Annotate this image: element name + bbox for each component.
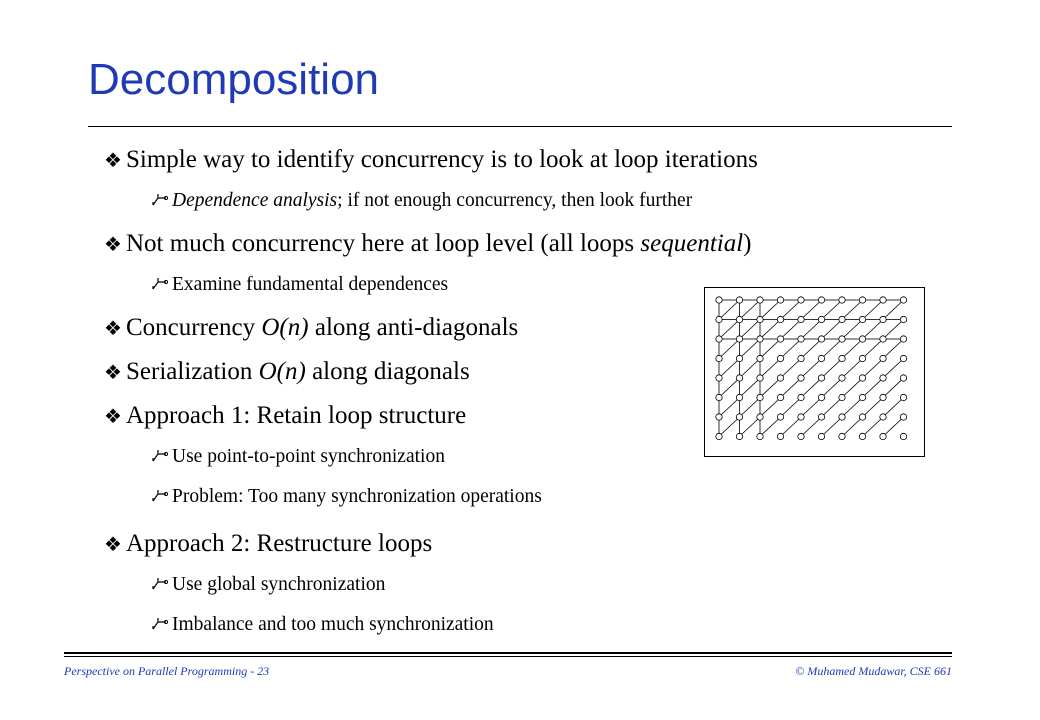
grid-node <box>716 336 722 342</box>
grid-node <box>880 316 886 322</box>
grid-node <box>880 433 886 439</box>
bullet-text: O(n) <box>258 358 306 385</box>
anti-diagonal-edge <box>865 341 881 356</box>
grid-node <box>757 355 763 361</box>
grid-node <box>757 375 763 381</box>
grid-node <box>839 336 845 342</box>
grid-node <box>777 336 783 342</box>
anti-diagonal-edge <box>783 302 799 317</box>
grid-node <box>757 316 763 322</box>
grid-node <box>880 336 886 342</box>
bullet-text: ) <box>743 230 752 257</box>
grid-node <box>798 316 804 322</box>
grid-node <box>880 355 886 361</box>
anti-diagonal-edge <box>865 419 881 434</box>
anti-diagonal-edge <box>803 380 819 395</box>
sub-bullet-item <box>152 486 542 508</box>
anti-diagonal-edge <box>762 400 778 415</box>
footer-divider-thin <box>64 656 952 657</box>
anti-diagonal-edge <box>824 322 840 337</box>
grid-node <box>798 394 804 400</box>
grid-node <box>757 394 763 400</box>
grid-node <box>900 414 906 420</box>
grid-node <box>716 297 722 303</box>
grid-node <box>818 433 824 439</box>
anti-diagonal-edge <box>783 361 799 376</box>
grid-node <box>818 336 824 342</box>
title-divider <box>88 126 952 127</box>
anti-diagonal-edge <box>721 361 737 376</box>
grid-node <box>798 336 804 342</box>
bullet-item <box>104 230 752 258</box>
anti-diagonal-edge <box>885 400 901 415</box>
sub-bullet-icon <box>152 274 172 296</box>
anti-diagonal-edge <box>824 380 840 395</box>
anti-diagonal-edge <box>803 400 819 415</box>
anti-diagonal-edge <box>783 341 799 356</box>
grid-node <box>798 433 804 439</box>
grid-node <box>900 433 906 439</box>
grid-node <box>859 414 865 420</box>
grid-node <box>777 414 783 420</box>
anti-diagonal-edge <box>742 400 758 415</box>
grid-node <box>757 414 763 420</box>
grid-node <box>777 316 783 322</box>
anti-diagonal-edge <box>783 322 799 337</box>
grid-node <box>716 414 722 420</box>
bullet-text: Imbalance and too much synchronization <box>172 614 494 635</box>
dependence-grid-diagram <box>704 287 925 457</box>
grid-node <box>777 375 783 381</box>
grid-node <box>818 316 824 322</box>
sub-bullet-item <box>152 190 692 212</box>
grid-node <box>859 297 865 303</box>
sub-bullet-item <box>152 614 494 636</box>
anti-diagonal-edge <box>885 322 901 337</box>
bullet-text: Simple way to identify concurrency is to look at loop iterations <box>126 146 758 173</box>
anti-diagonal-edge <box>803 361 819 376</box>
bullet-text: sequential <box>640 230 744 257</box>
anti-diagonal-edge <box>742 322 758 337</box>
grid-node <box>798 297 804 303</box>
grid-node <box>757 297 763 303</box>
grid-node <box>736 316 742 322</box>
grid-node <box>798 414 804 420</box>
bullet-text: ; if not enough concurrency, then look further <box>337 190 693 211</box>
bullet-text: along anti-diagonals <box>308 314 519 341</box>
grid-node <box>777 297 783 303</box>
bullet-item <box>104 314 518 342</box>
grid-node <box>777 433 783 439</box>
anti-diagonal-edge <box>803 322 819 337</box>
grid-node <box>900 355 906 361</box>
anti-diagonal-edge <box>885 302 901 317</box>
grid-node <box>839 414 845 420</box>
anti-diagonal-edge <box>824 400 840 415</box>
grid-node <box>839 355 845 361</box>
anti-diagonal-edge <box>824 419 840 434</box>
sub-bullet-icon <box>152 486 172 508</box>
anti-diagonal-edge <box>721 419 737 434</box>
grid-node <box>859 375 865 381</box>
anti-diagonal-edge <box>803 341 819 356</box>
grid-node <box>880 297 886 303</box>
sub-bullet-item <box>152 574 385 596</box>
sub-bullet-item <box>152 446 445 468</box>
slide-title: Decomposition <box>88 55 380 104</box>
grid-node <box>757 336 763 342</box>
anti-diagonal-edge <box>865 302 881 317</box>
anti-diagonal-edge <box>885 419 901 434</box>
anti-diagonal-edge <box>844 341 860 356</box>
anti-diagonal-edge <box>762 361 778 376</box>
grid-node <box>777 394 783 400</box>
anti-diagonal-edge <box>865 361 881 376</box>
grid-node <box>757 433 763 439</box>
anti-diagonal-edge <box>824 302 840 317</box>
bullet-text: O(n) <box>261 314 309 341</box>
sub-bullet-item <box>152 274 448 296</box>
anti-diagonal-edge <box>865 400 881 415</box>
grid-node <box>818 414 824 420</box>
anti-diagonal-edge <box>721 302 737 317</box>
anti-diagonal-edge <box>865 322 881 337</box>
diamond-bullet-icon: ❖ <box>104 362 122 384</box>
grid-node <box>716 375 722 381</box>
anti-diagonal-edge <box>721 322 737 337</box>
bullet-text: Use global synchronization <box>172 574 386 595</box>
grid-node <box>900 375 906 381</box>
grid-node <box>818 375 824 381</box>
diamond-bullet-icon: ❖ <box>104 406 122 428</box>
grid-node <box>859 336 865 342</box>
anti-diagonal-edge <box>742 341 758 356</box>
footer-divider <box>64 652 952 654</box>
grid-node <box>736 375 742 381</box>
grid-node <box>736 394 742 400</box>
grid-node <box>859 433 865 439</box>
bullet-text: Approach 2: Restructure loops <box>126 530 433 557</box>
anti-diagonal-edge <box>824 361 840 376</box>
anti-diagonal-edge <box>721 400 737 415</box>
bullet-text: Examine fundamental dependences <box>172 274 449 295</box>
bullet-text: along diagonals <box>305 358 470 385</box>
anti-diagonal-edge <box>742 302 758 317</box>
bullet-text: Not much concurrency here at loop level (all loops <box>126 230 641 257</box>
sub-bullet-icon <box>152 614 172 636</box>
anti-diagonal-edge <box>844 361 860 376</box>
bullet-text: Serialization <box>126 358 259 385</box>
bullet-item <box>104 530 432 558</box>
grid-node <box>880 375 886 381</box>
anti-diagonal-edge <box>865 380 881 395</box>
bullet-text: Problem: Too many synchronization operations <box>172 486 542 507</box>
grid-node <box>818 394 824 400</box>
bullet-text: Dependence analysis <box>172 190 338 211</box>
grid-node <box>818 297 824 303</box>
bullet-item <box>104 146 758 174</box>
grid-node <box>859 316 865 322</box>
anti-diagonal-edge <box>762 302 778 317</box>
anti-diagonal-edge <box>844 400 860 415</box>
sub-bullet-icon <box>152 574 172 596</box>
anti-diagonal-edge <box>783 380 799 395</box>
anti-diagonal-edge <box>885 380 901 395</box>
anti-diagonal-edge <box>762 341 778 356</box>
grid-node <box>839 297 845 303</box>
anti-diagonal-edge <box>721 341 737 356</box>
diamond-bullet-icon: ❖ <box>104 150 122 172</box>
anti-diagonal-edge <box>742 380 758 395</box>
anti-diagonal-edge <box>783 400 799 415</box>
grid-node <box>880 394 886 400</box>
grid-node <box>736 414 742 420</box>
grid-node <box>736 336 742 342</box>
anti-diagonal-edge <box>824 341 840 356</box>
anti-diagonal-edge <box>803 419 819 434</box>
bullet-text: Concurrency <box>126 314 262 341</box>
grid-node <box>716 316 722 322</box>
anti-diagonal-edge <box>783 419 799 434</box>
anti-diagonal-edge <box>844 322 860 337</box>
grid-node <box>900 394 906 400</box>
grid-node <box>736 297 742 303</box>
anti-diagonal-edge <box>803 302 819 317</box>
footer-copyright: © Muhamed Mudawar, CSE 661 <box>795 664 952 678</box>
anti-diagonal-edge <box>742 419 758 434</box>
sub-bullet-icon <box>152 190 172 212</box>
sub-bullet-icon <box>152 446 172 468</box>
bullet-text: Use point-to-point synchronization <box>172 446 445 467</box>
grid-node <box>859 355 865 361</box>
diamond-bullet-icon: ❖ <box>104 234 122 256</box>
anti-diagonal-edge <box>762 380 778 395</box>
grid-node <box>818 355 824 361</box>
anti-diagonal-edge <box>885 341 901 356</box>
grid-node <box>798 375 804 381</box>
anti-diagonal-edge <box>844 380 860 395</box>
anti-diagonal-edge <box>844 419 860 434</box>
diamond-bullet-icon: ❖ <box>104 318 122 340</box>
bullet-item <box>104 402 466 430</box>
grid-node <box>880 414 886 420</box>
grid-node <box>716 394 722 400</box>
grid-node <box>716 433 722 439</box>
grid-node <box>900 316 906 322</box>
grid-node <box>839 316 845 322</box>
anti-diagonal-edge <box>762 322 778 337</box>
diamond-bullet-icon: ❖ <box>104 534 122 556</box>
grid-node <box>900 336 906 342</box>
footer-course-title: Perspective on Parallel Programming - 23 <box>64 664 270 678</box>
grid-node <box>777 355 783 361</box>
grid-node <box>839 394 845 400</box>
grid-node <box>900 297 906 303</box>
anti-diagonal-edge <box>762 419 778 434</box>
bullet-item <box>104 358 470 386</box>
anti-diagonal-edge <box>885 361 901 376</box>
bullet-text: Approach 1: Retain loop structure <box>126 402 467 429</box>
grid-node <box>859 394 865 400</box>
grid-node <box>736 355 742 361</box>
grid-node <box>736 433 742 439</box>
anti-diagonal-edge <box>721 380 737 395</box>
grid-node <box>839 375 845 381</box>
grid-node <box>716 355 722 361</box>
anti-diagonal-edge <box>844 302 860 317</box>
grid-node <box>839 433 845 439</box>
grid-node <box>798 355 804 361</box>
anti-diagonal-edge <box>742 361 758 376</box>
